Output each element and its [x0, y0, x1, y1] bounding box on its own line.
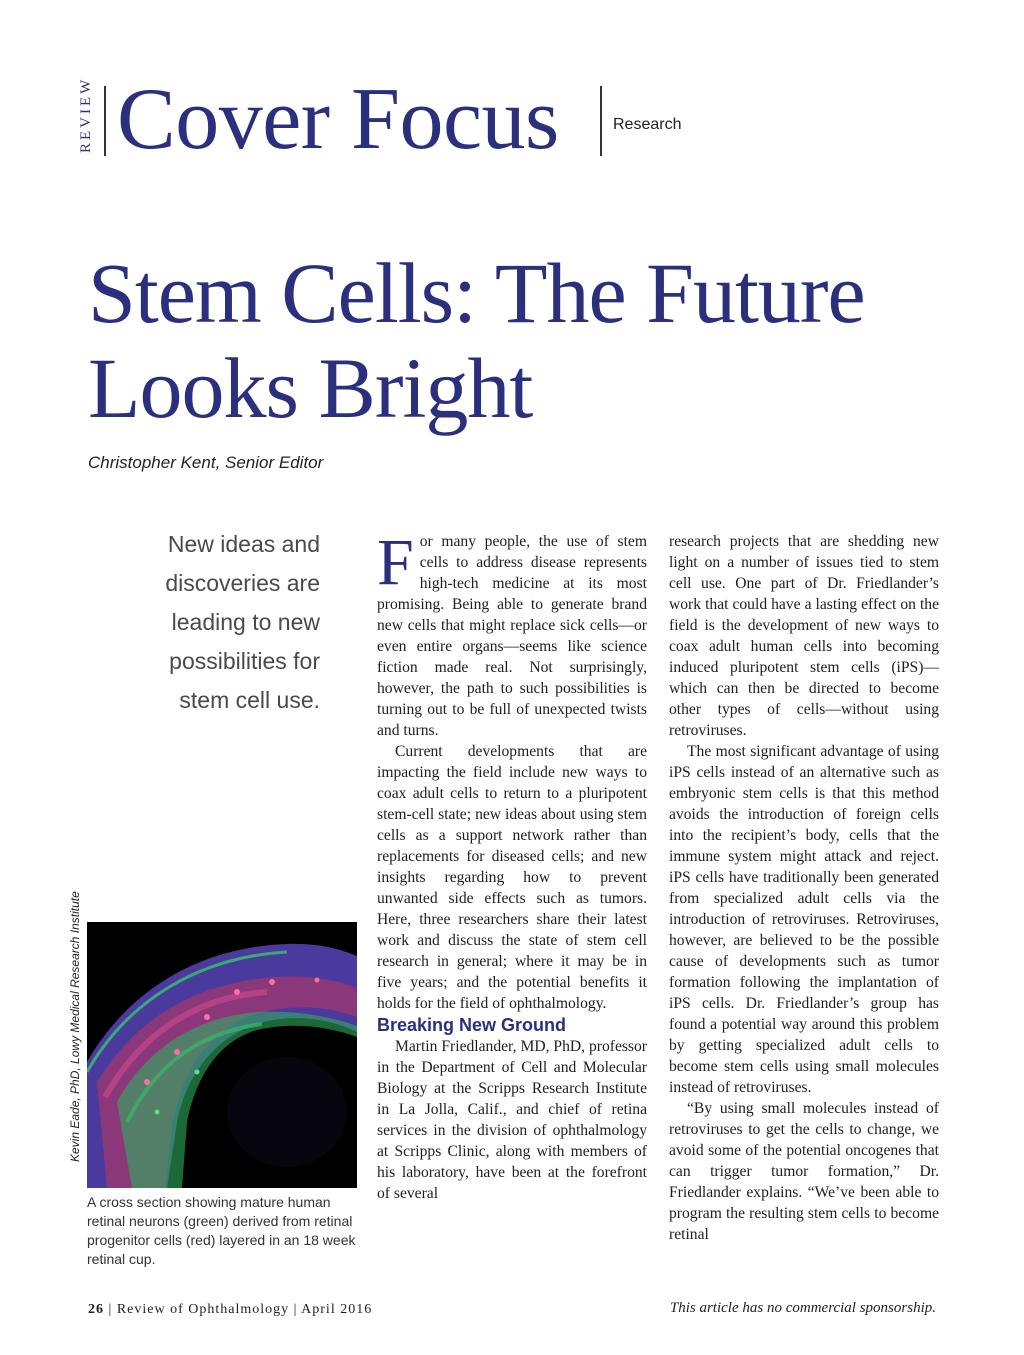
article-column-2: [669, 531, 939, 1245]
body-paragraph: Current developments that are impacting the field include new ways to coax adult cells to return to a pluripotent stem-cell state; new ideas about using stem cells as a support network rather than replacements for diseased cells; and new insights regarding how to prevent unwanted side effects such as tumors. Here, three researchers share their latest work and discuss the state of stem cell research in general; where it may be in five years; and the potential benefits it holds for the field of ophthalmology.: [377, 743, 647, 1012]
section-tag: Research: [613, 116, 682, 133]
drop-cap: F: [377, 526, 414, 599]
figure-caption: A cross section showing mature human retinal neurons (green) derived from retinal progenitor cells (red) layered in an 18 week retinal cup.: [87, 1194, 356, 1267]
page-number: 26: [88, 1302, 104, 1317]
retina-micrograph: [87, 922, 357, 1188]
body-paragraph: research projects that are shedding new light on a number of issues tied to stem cell use. One part of Dr. Friedlander’s work that could have a lasting effect on the field is the development of new ways to coax adult human cells into becoming induced pluripotent stem cells (iPS)—which can then be directed to become other types of cells—without using retroviruses.: [669, 533, 939, 739]
article-column-1: [377, 526, 647, 1204]
footer-separator: |: [293, 1302, 302, 1317]
headline-line-2: Looks Bright: [88, 340, 533, 436]
publication-name: Review of Ophthalmology: [116, 1302, 290, 1317]
issue-date: April 2016: [301, 1302, 373, 1317]
page-footer: [88, 1302, 372, 1318]
intro-paragraph-text: or many people, the use of stem cells to address disease represents high-tech medicine at its most promising. Being able to generate brand new cells that might replace sick cells—or even entire organs—seems like science fiction made real. Not surprisingly, however, the path to such possibilities is turning out to be full of unexpected twists and turns.: [377, 533, 647, 739]
footer-separator: |: [108, 1302, 117, 1317]
review-vertical-label: REVIEW: [78, 76, 94, 153]
retina-cross-section-image: [87, 922, 357, 1188]
sponsorship-note: This article has no commercial sponsorship.: [669, 1300, 936, 1316]
pull-quote: New ideas and discoveries are leading to new possibilities for stem cell use.: [165, 531, 320, 713]
intro-paragraph: [377, 526, 647, 741]
header-divider-left: [104, 86, 106, 156]
body-paragraph: “By using small molecules instead of retroviruses to get the cells to change, we avoid some of the potential oncogenes that can trigger tumor formation,” Dr. Friedlander explains. “We’ve been able to program the resulting stem cells to become retinal: [669, 1100, 939, 1243]
subhead-breaking-new-ground: Breaking New Ground: [377, 1015, 567, 1035]
header-divider-right: [600, 86, 602, 156]
body-paragraph: Martin Friedlander, MD, PhD, professor in the Department of Cell and Molecular Biology at the Scripps Research Institute in La Jolla, Calif., and chief of retina services in the division of ophthalmology at Scripps Clinic, along with members of his laboratory, have been at the forefront of several: [377, 1038, 647, 1202]
headline-line-1: Stem Cells: The Future: [88, 245, 865, 341]
article-headline: [88, 246, 988, 436]
body-paragraph: The most significant advantage of using iPS cells instead of an alternative such as embryonic stem cells is that this method avoids the introduction of foreign cells into the recipient’s body, cells that the immune system might attack and reject. iPS cells have traditionally been generated from specialized adult cells via the introduction of retroviruses. Retroviruses, however, are believed to be the possible cause of developments such as tumor formation following the implantation of iPS cells. Dr. Friedlander’s group has found a potential way around this problem by getting specialized adult cells to become stem cells using small molecules instead of retroviruses.: [669, 743, 939, 1096]
photo-credit: Kevin Eade, PhD, Lowy Medical Research Institute: [68, 891, 82, 1162]
section-title: Cover Focus: [117, 71, 559, 168]
byline: Christopher Kent, Senior Editor: [88, 453, 324, 472]
